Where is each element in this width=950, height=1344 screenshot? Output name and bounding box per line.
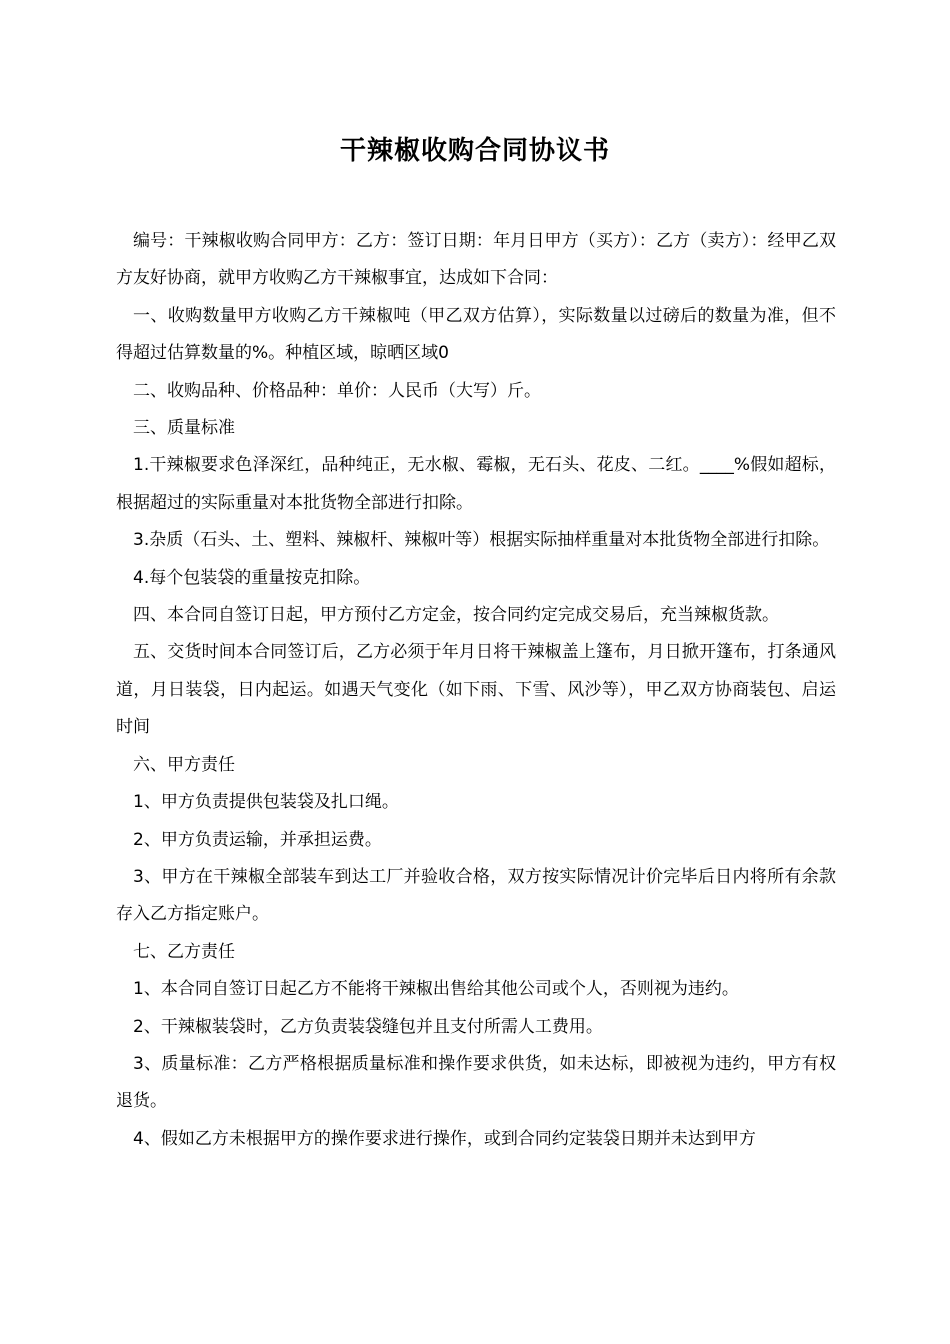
paragraph-party-a-3: 3、甲方在干辣椒全部装车到达工厂并验收合格，双方按实际情况计价完毕后日内将所有余款存入乙方指定账户。 — [116, 866, 836, 925]
document-title: 干辣椒收购合同协议书 — [339, 136, 610, 166]
paragraph-quality-1: 1.干辣椒要求色泽深红，品种纯正，无水椒、霉椒，无石头、花皮、二红。____%假如超标，根据超过的实际重量对本批货物全部进行扣除。 — [116, 455, 836, 513]
paragraph-section-5: 五、交货时间本合同签订后，乙方必须于年月日将干辣椒盖上篷布，月日掀开篷布，打条通风道，月日装袋，日内起运。如遇天气变化（如下雨、下雪、风沙等），甲乙双方协商装包、启运时间 — [116, 642, 836, 738]
paragraph-section-3-heading: 三、质量标准 — [133, 418, 235, 439]
paragraph-quality-4: 4.每个包装袋的重量按克扣除。 — [133, 567, 371, 588]
paragraph-section-7-heading: 七、乙方责任 — [133, 941, 235, 962]
paragraph-party-b-2: 2、干辣椒装袋时，乙方负责装袋缝包并且支付所需人工费用。 — [133, 1016, 603, 1037]
paragraph-party-b-4: 4、假如乙方未根据甲方的操作要求进行操作，或到合同约定装袋日期并未达到甲方 — [133, 1128, 756, 1149]
paragraph-section-6-heading: 六、甲方责任 — [133, 754, 235, 775]
paragraph-party-b-1: 1、本合同自签订日起乙方不能将干辣椒出售给其他公司或个人，否则视为违约。 — [133, 979, 739, 1000]
document-body — [116, 223, 836, 1158]
paragraph-quality-3: 3.杂质（石头、土、塑料、辣椒杆、辣椒叶等）根据实际抽样重量对本批货物全部进行扣除。 — [133, 530, 830, 551]
paragraph-party-b-3: 3、质量标准：乙方严格根据质量标准和操作要求供货，如未达标，即被视为违约，甲方有权退货。 — [116, 1053, 836, 1112]
paragraph-section-1: 一、收购数量甲方收购乙方干辣椒吨（甲乙双方估算），实际数量以过磅后的数量为准，但不得超过估算数量的%。种植区域，晾晒区域0 — [116, 305, 836, 364]
paragraph-section-4: 四、本合同自签订日起，甲方预付乙方定金，按合同约定完成交易后，充当辣椒货款。 — [133, 605, 779, 626]
paragraph-header: 编号：干辣椒收购合同甲方：乙方：签订日期：年月日甲方（买方）：乙方（卖方）：经甲乙双方友好协商，就甲方收购乙方干辣椒事宜，达成如下合同： — [116, 231, 836, 289]
paragraph-party-a-2: 2、甲方负责运输，并承担运费。 — [133, 829, 382, 850]
paragraph-section-2: 二、收购品种、价格品种：单价：人民币（大写）斤。 — [133, 380, 541, 401]
paragraph-party-a-1: 1、甲方负责提供包装袋及扎口绳。 — [133, 792, 399, 813]
